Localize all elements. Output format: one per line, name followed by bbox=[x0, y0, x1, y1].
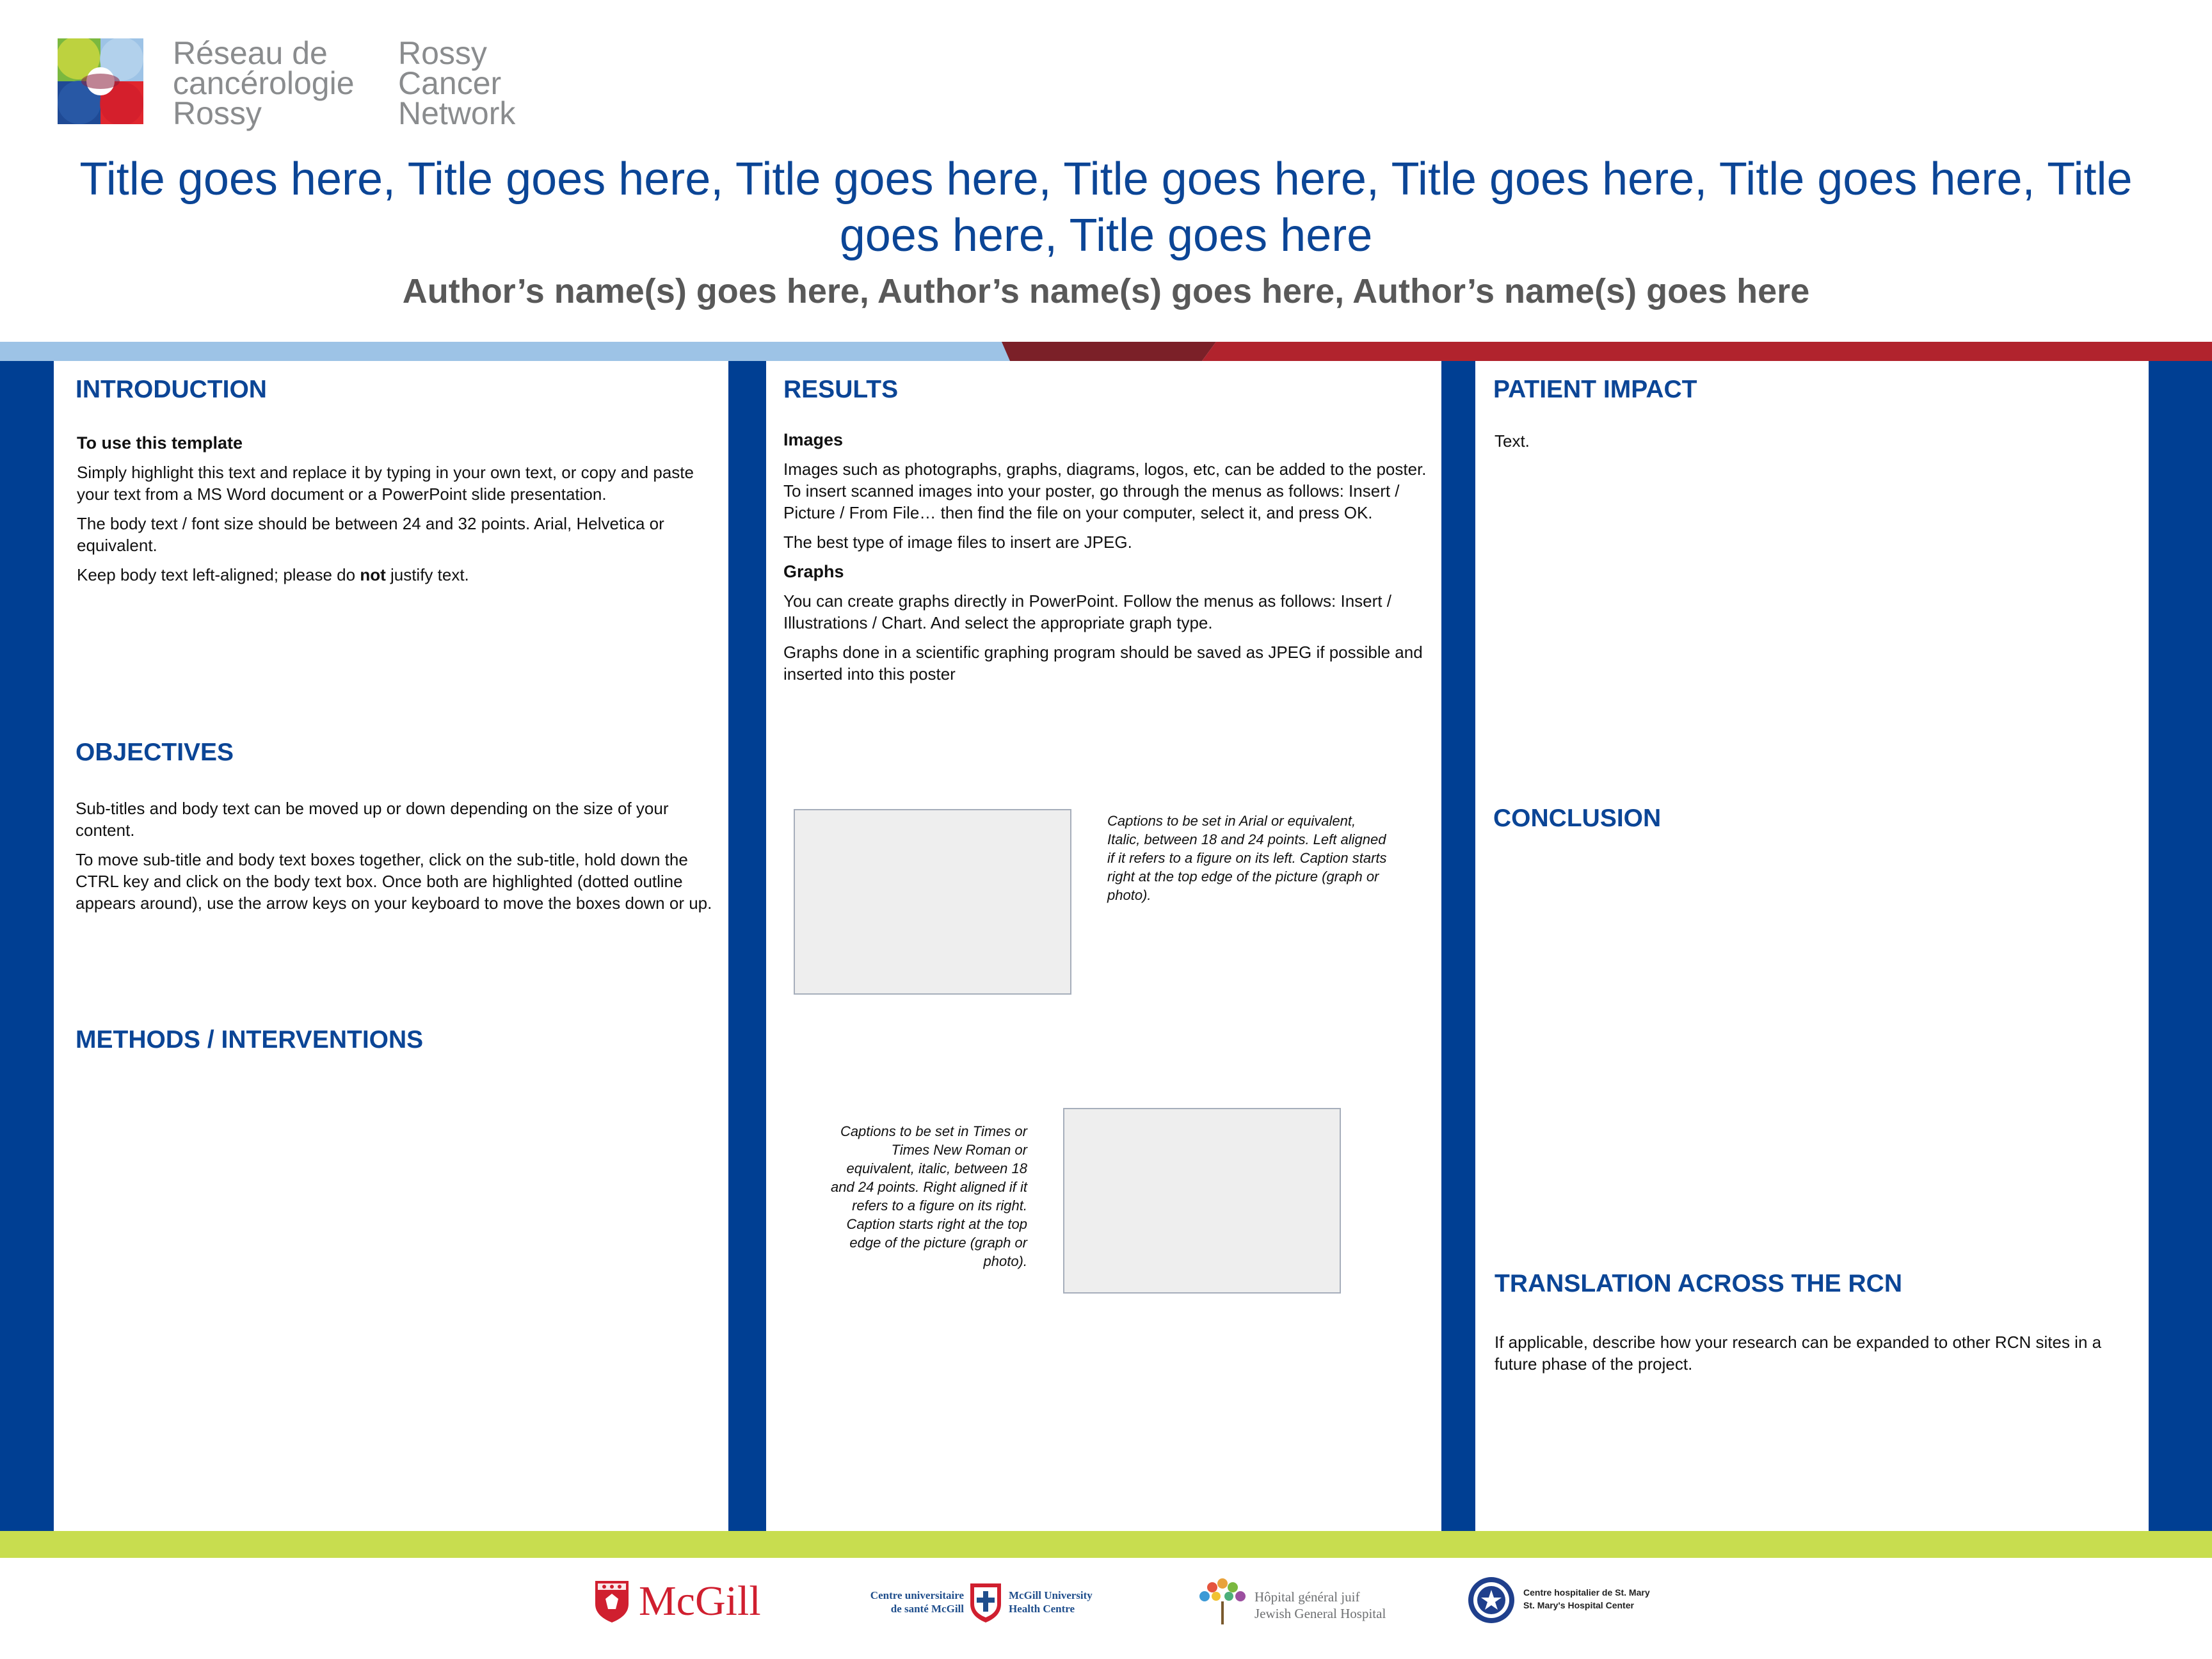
graphs-paragraph-1: You can create graphs directly in PowerPoint. Follow the menus as follows: Insert / Illustrations / Chart. And select the appropriate graph type. bbox=[783, 591, 1391, 632]
figure-placeholder-2 bbox=[1063, 1108, 1341, 1294]
logo-en-line-3: Network bbox=[398, 95, 516, 131]
introduction-paragraph-1: Simply highlight this text and replace it by typing in your own text, or copy and paste your text from a MS Word document or a PowerPoint slide presentation. bbox=[77, 463, 694, 504]
objectives-heading: OBJECTIVES bbox=[76, 739, 234, 766]
patient-impact-heading: PATIENT IMPACT bbox=[1493, 376, 1697, 403]
figure-caption-right-aligned: Captions to be set in Times or Times New Roman or equivalent, italic, between 18 and 24 points. Right aligned if it refers to a figure on its right. Caption starts right at the top edge of the picture (graph or photo). bbox=[831, 1123, 1027, 1269]
mcgill-shield-icon bbox=[594, 1580, 630, 1623]
introduction-subheading: To use this template bbox=[77, 433, 243, 453]
muhc-fr-line-2: de santé McGill bbox=[890, 1603, 964, 1615]
introduction-heading: INTRODUCTION bbox=[76, 376, 267, 403]
figure-placeholder-1 bbox=[794, 809, 1071, 995]
objectives-body bbox=[76, 797, 722, 922]
translation-text: If applicable, describe how your research can be expanded to other RCN sites in a future phase of the project. bbox=[1495, 1333, 2102, 1374]
introduction-body bbox=[77, 432, 720, 593]
conclusion-heading: CONCLUSION bbox=[1493, 805, 1662, 832]
jgh-line-1: Hôpital général juif bbox=[1254, 1589, 1360, 1605]
images-paragraph-1: Images such as photographs, graphs, diagrams, logos, etc, can be added to the poster. To insert scanned images into your poster, go through the menus as follows: Insert / Picture / From File… then find the file on your computer, select it, and press OK. bbox=[783, 460, 1427, 522]
images-subheading: Images bbox=[783, 430, 844, 449]
objectives-paragraph-1: Sub-titles and body text can be moved up or down depending on the size of your content. bbox=[76, 799, 669, 840]
decorative-color-band bbox=[0, 342, 2212, 361]
jgh-line-2: Jewish General Hospital bbox=[1254, 1606, 1386, 1621]
graphs-subheading: Graphs bbox=[783, 562, 844, 581]
logo-text-english bbox=[398, 35, 516, 131]
muhc-logo bbox=[850, 1576, 1119, 1627]
muhc-shield-icon bbox=[969, 1582, 1002, 1623]
left-blue-border bbox=[0, 361, 54, 1531]
muhc-fr-line-1: Centre universitaire bbox=[870, 1589, 964, 1601]
logo-fr-line-1: Réseau de bbox=[173, 35, 328, 71]
st-marys-hospital-logo bbox=[1467, 1576, 1672, 1627]
introduction-p3-part-1: Keep body text left-aligned; please do bbox=[77, 565, 360, 584]
logo-fr-line-2: cancérologie bbox=[173, 65, 355, 101]
patient-impact-text: Text. bbox=[1495, 431, 1530, 451]
mcgill-logo bbox=[594, 1576, 786, 1627]
jgh-tree-icon bbox=[1196, 1576, 1249, 1626]
right-blue-border bbox=[2149, 361, 2212, 1531]
divider-middle-right bbox=[1441, 361, 1475, 1531]
results-heading: RESULTS bbox=[783, 376, 899, 403]
divider-left-middle bbox=[728, 361, 766, 1531]
poster-authors: Author’s name(s) goes here, Author’s name(s) goes here, Author’s name(s) goes here bbox=[402, 272, 1810, 310]
introduction-paragraph-2: The body text / font size should be between 24 and 32 points. Arial, Helvetica or equivalent. bbox=[77, 514, 664, 555]
logo-en-line-1: Rossy bbox=[398, 35, 487, 71]
rcn-logo-mark-icon bbox=[58, 38, 143, 124]
logo-fr-line-3: Rossy bbox=[173, 95, 262, 131]
muhc-text-french bbox=[850, 1589, 964, 1615]
poster-title: Title goes here, Title goes here, Title goes here, Title goes here, Title goes here, Title goes here, Title goes here, Title goes here bbox=[79, 154, 2133, 261]
introduction-paragraph-3 bbox=[77, 564, 720, 586]
green-footer-band bbox=[0, 1531, 2212, 1558]
st-mary-seal-icon bbox=[1467, 1576, 1516, 1624]
introduction-p3-part-2: justify text. bbox=[385, 565, 469, 584]
jewish-general-hospital-logo bbox=[1196, 1576, 1400, 1627]
muhc-en-line-1: McGill University bbox=[1009, 1589, 1093, 1601]
st-mary-line-1: Centre hospitalier de St. Mary bbox=[1523, 1587, 1650, 1598]
logo-text-french bbox=[173, 35, 355, 131]
methods-heading: METHODS / INTERVENTIONS bbox=[76, 1026, 424, 1054]
st-mary-line-2: St. Mary's Hospital Center bbox=[1523, 1600, 1634, 1610]
mcgill-wordmark: McGill bbox=[639, 1578, 761, 1624]
logo-en-line-2: Cancer bbox=[398, 65, 502, 101]
rossy-cancer-network-logo bbox=[58, 35, 516, 141]
objectives-paragraph-2: To move sub-title and body text boxes together, click on the sub-title, hold down the CTRL key and click on the body text box. Once both are highlighted (dotted outline appears around), use the arrow keys on your keyboard to move the boxes down or up. bbox=[76, 850, 712, 913]
figure-caption-left-aligned: Captions to be set in Arial or equivalent, Italic, between 18 and 24 points. Left aligned if it refers to a figure on its left. Caption starts right at the top edge of the picture (graph or photo). bbox=[1107, 813, 1387, 903]
graphs-paragraph-2: Graphs done in a scientific graphing program should be saved as JPEG if possible and inserted into this poster bbox=[783, 643, 1423, 684]
st-mary-text bbox=[1523, 1586, 1677, 1612]
translation-heading: TRANSLATION ACROSS THE RCN bbox=[1495, 1270, 1902, 1297]
muhc-en-line-2: Health Centre bbox=[1009, 1603, 1075, 1615]
results-body bbox=[783, 429, 1427, 693]
muhc-text-english bbox=[1009, 1589, 1124, 1615]
introduction-p3-bold: not bbox=[360, 565, 386, 584]
jgh-text bbox=[1254, 1589, 1408, 1622]
images-paragraph-2: The best type of image files to insert are JPEG. bbox=[783, 533, 1132, 552]
